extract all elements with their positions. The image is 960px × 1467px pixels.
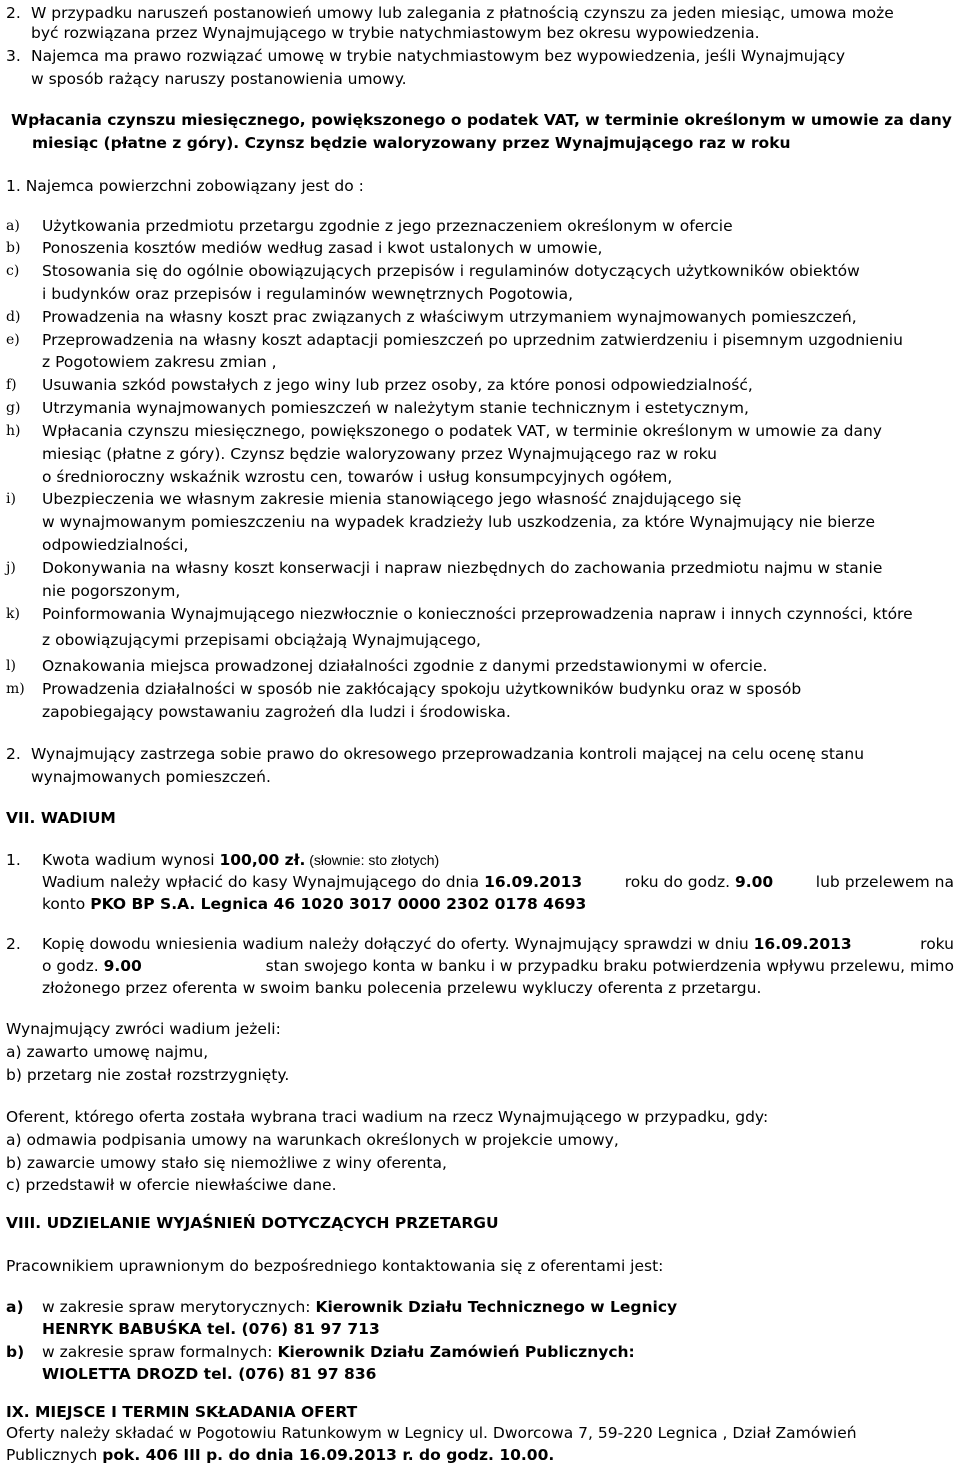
section-heading: VIII. UDZIELANIE WYJAŚNIEŃ DOTYCZĄCYCH PRZETARGU	[6, 1214, 499, 1232]
contact-role: Kierownik Działu Zamówień Publicznych:	[277, 1343, 635, 1361]
text-run: stan swojego konta w banku i w przypadku braku potwierdzenia wpływu przelewu, mimo	[265, 957, 954, 975]
check-date: 16.09.2013	[753, 935, 852, 953]
list-item: z obowiązującymi przepisami obciążają Wynajmującego,	[42, 631, 481, 649]
list-item: c) przedstawił w ofercie niewłaściwe dane.	[6, 1176, 337, 1194]
list-item: Prowadzenia działalności w sposób nie zakłócający spokoju użytkowników budynku oraz w sposób	[42, 680, 802, 698]
list-item: Usuwania szkód powstałych z jego winy lub przez osoby, za które ponosi odpowiedzialność,	[42, 376, 753, 394]
list-item: a) odmawia podpisania umowy na warunkach określonych w projekcie umowy,	[6, 1131, 619, 1149]
text-run: roku do godz.	[624, 873, 735, 891]
paragraph-line	[6, 1445, 554, 1465]
contact-line	[42, 1297, 677, 1317]
point-number: 2.	[6, 4, 21, 22]
text-run: roku	[920, 935, 954, 953]
section-heading: Wpłacania czynszu miesięcznego, powiększonego o podatek VAT, w terminie określonym w umowie za dany	[11, 111, 952, 129]
list-label: m)	[6, 681, 25, 697]
paragraph-line	[42, 850, 439, 870]
contact-line	[42, 1342, 635, 1362]
text-run	[42, 872, 582, 892]
paragraph-line	[42, 894, 586, 914]
bank-account: PKO BP S.A. Legnica 46 1020 3017 0000 2302 0178 4693	[90, 895, 587, 913]
list-item: Przeprowadzenia na własny koszt adaptacji pomieszczeń po uprzednim zatwierdzeniu i pisemnym uzgodnieniu	[42, 331, 903, 349]
list-item: Stosowania się do ogólnie obowiązujących przepisów i regulaminów dotyczących użytkowników obiektów	[42, 262, 860, 280]
list-item: Wpłacania czynszu miesięcznego, powiększonego o podatek VAT, w terminie określonym w umowie za dany	[42, 422, 882, 440]
list-label: f)	[6, 377, 17, 393]
contact-person: WIOLETTA DROZD tel. (076) 81 97 836	[42, 1365, 377, 1383]
section-heading: VII. WADIUM	[6, 809, 116, 827]
paragraph-line: W przypadku naruszeń postanowień umowy lub zalegania z płatnością czynszu za jeden miesiąc, umowa może	[31, 4, 894, 22]
paragraph-line: Oferty należy składać w Pogotowiu Ratunkowym w Legnicy ul. Dworcowa 7, 59-220 Legnica , Dział Zamówień	[6, 1424, 857, 1442]
list-item: i budynków oraz przepisów i regulaminów wewnętrznych Pogotowia,	[42, 285, 574, 303]
list-label: d)	[6, 309, 21, 325]
text-run: Kwota wadium wynosi	[42, 851, 220, 869]
point-number: 2.	[6, 935, 21, 953]
list-label: a)	[6, 218, 20, 234]
list-item: Ubezpieczenia we własnym zakresie mienia stanowiącego jego własność znajdującego się	[42, 490, 742, 508]
paragraph-line: Wynajmujący zwróci wadium jeżeli:	[6, 1020, 281, 1038]
text-run: Kopię dowodu wniesienia wadium należy dołączyć do oferty. Wynajmujący sprawdzi w dniu	[42, 935, 754, 953]
list-item: nie pogorszonym,	[42, 582, 181, 600]
list-item: Użytkowania przedmiotu przetargu zgodnie z jego przeznaczeniem określonym w ofercie	[42, 217, 733, 235]
list-item: b) zawarcie umowy stało się niemożliwe z winy oferenta,	[6, 1154, 447, 1172]
paragraph-line: w sposób rażący naruszy postanowienia umowy.	[31, 70, 407, 88]
list-label: b)	[6, 1343, 25, 1361]
list-item: o średnioroczny wskaźnik wzrostu cen, towarów i usług konsumpcyjnych ogółem,	[42, 468, 673, 486]
wadium-amount: 100,00 zł.	[219, 851, 306, 869]
list-label: a)	[6, 1298, 24, 1316]
list-label: g)	[6, 400, 21, 416]
text-run	[625, 872, 773, 892]
list-item: miesiąc (płatne z góry). Czynsz będzie waloryzowany przez Wynajmującego raz w roku	[42, 445, 717, 463]
paragraph-line	[42, 872, 954, 892]
list-item: w wynajmowanym pomieszczeniu na wypadek kradzieży lub uszkodzenia, za które Wynajmujący nie bierze	[42, 513, 875, 531]
list-item: a) zawarto umowę najmu,	[6, 1043, 209, 1061]
list-item: z Pogotowiem zakresu zmian ,	[42, 353, 277, 371]
list-item: Dokonywania na własny koszt konserwacji i napraw niezbędnych do zachowania przedmiotu najmu w stanie	[42, 559, 883, 577]
contact-person: HENRYK BABUŚKA tel. (076) 81 97 713	[42, 1320, 380, 1338]
amount-in-words: (słownie: sto złotych)	[305, 852, 440, 868]
list-item: Utrzymania wynajmowanych pomieszczeń w należytym stanie technicznym i estetycznym,	[42, 399, 749, 417]
list-item: zapobiegający powstawaniu zagrożeń dla ludzi i środowiska.	[42, 703, 511, 721]
text-run: Wadium należy wpłacić do kasy Wynajmującego do dnia	[42, 873, 485, 891]
section-heading: IX. MIEJSCE I TERMIN SKŁADANIA OFERT	[6, 1403, 358, 1421]
text-run	[42, 956, 142, 976]
text-run: lub przelewem na	[815, 873, 954, 891]
submission-deadline: pok. 406 III p. do dnia 16.09.2013 r. do godz. 10.00.	[102, 1446, 555, 1464]
list-label: b)	[6, 240, 21, 256]
list-label: h)	[6, 423, 21, 439]
list-item: Oznakowania miejsca prowadzonej działalności zgodnie z danymi przedstawionymi w ofercie.	[42, 657, 768, 675]
paragraph-line: wynajmowanych pomieszczeń.	[31, 768, 271, 786]
list-label: c)	[6, 263, 20, 279]
paragraph-line: Wynajmujący zastrzega sobie prawo do okresowego przeprowadzania kontroli mającej na celu ocenę stanu	[31, 745, 865, 763]
list-label: e)	[6, 332, 20, 348]
point-number: 1.	[6, 851, 21, 869]
text-run	[42, 934, 852, 954]
section-heading: miesiąc (płatne z góry). Czynsz będzie waloryzowany przez Wynajmującego raz w roku	[32, 134, 791, 152]
text-run: Publicznych	[6, 1446, 103, 1464]
paragraph-line: Oferent, którego oferta została wybrana traci wadium na rzecz Wynajmującego w przypadku, gdy:	[6, 1108, 769, 1126]
check-hour: 9.00	[103, 957, 142, 975]
deadline-hour: 9.00	[734, 873, 774, 891]
paragraph-line: 1. Najemca powierzchni zobowiązany jest do :	[6, 177, 364, 195]
paragraph-line: Pracownikiem uprawnionym do bezpośredniego kontaktowania się z oferentami jest:	[6, 1257, 664, 1275]
text-run: konto	[42, 895, 91, 913]
list-label: l)	[6, 658, 16, 674]
text-run: o godz.	[42, 957, 104, 975]
list-item: b) przetarg nie został rozstrzygnięty.	[6, 1066, 290, 1084]
point-number: 3.	[6, 47, 21, 65]
list-item: Prowadzenia na własny koszt prac związanych z właściwym utrzymaniem wynajmowanych pomieszczeń,	[42, 308, 857, 326]
paragraph-line	[42, 934, 954, 954]
text-run: w zakresie spraw formalnych:	[42, 1343, 278, 1361]
paragraph-line: być rozwiązana przez Wynajmującego w trybie natychmiastowym bez okresu wypowiedzenia.	[31, 24, 760, 42]
list-item: Ponoszenia kosztów mediów według zasad i kwot ustalonych w umowie,	[42, 239, 603, 257]
contact-role: Kierownik Działu Technicznego w Legnicy	[315, 1298, 678, 1316]
paragraph-line	[42, 956, 954, 976]
paragraph-line: Najemca ma prawo rozwiązać umowę w trybie natychmiastowym bez wypowiedzenia, jeśli Wynajmujący	[31, 47, 846, 65]
list-label: j)	[6, 560, 16, 576]
point-number: 2.	[6, 745, 21, 763]
deadline-date: 16.09.2013	[484, 873, 583, 891]
list-item: Poinformowania Wynajmującego niezwłocznie o konieczności przeprowadzenia napraw i innych czynności, które	[42, 605, 913, 623]
text-run: w zakresie spraw merytorycznych:	[42, 1298, 316, 1316]
list-label: i)	[6, 491, 16, 507]
paragraph-line: złożonego przez oferenta w swoim banku polecenia przelewu wykluczy oferenta z przetargu.	[42, 979, 762, 997]
list-item: odpowiedzialności,	[42, 536, 189, 554]
list-label: k)	[6, 606, 20, 622]
